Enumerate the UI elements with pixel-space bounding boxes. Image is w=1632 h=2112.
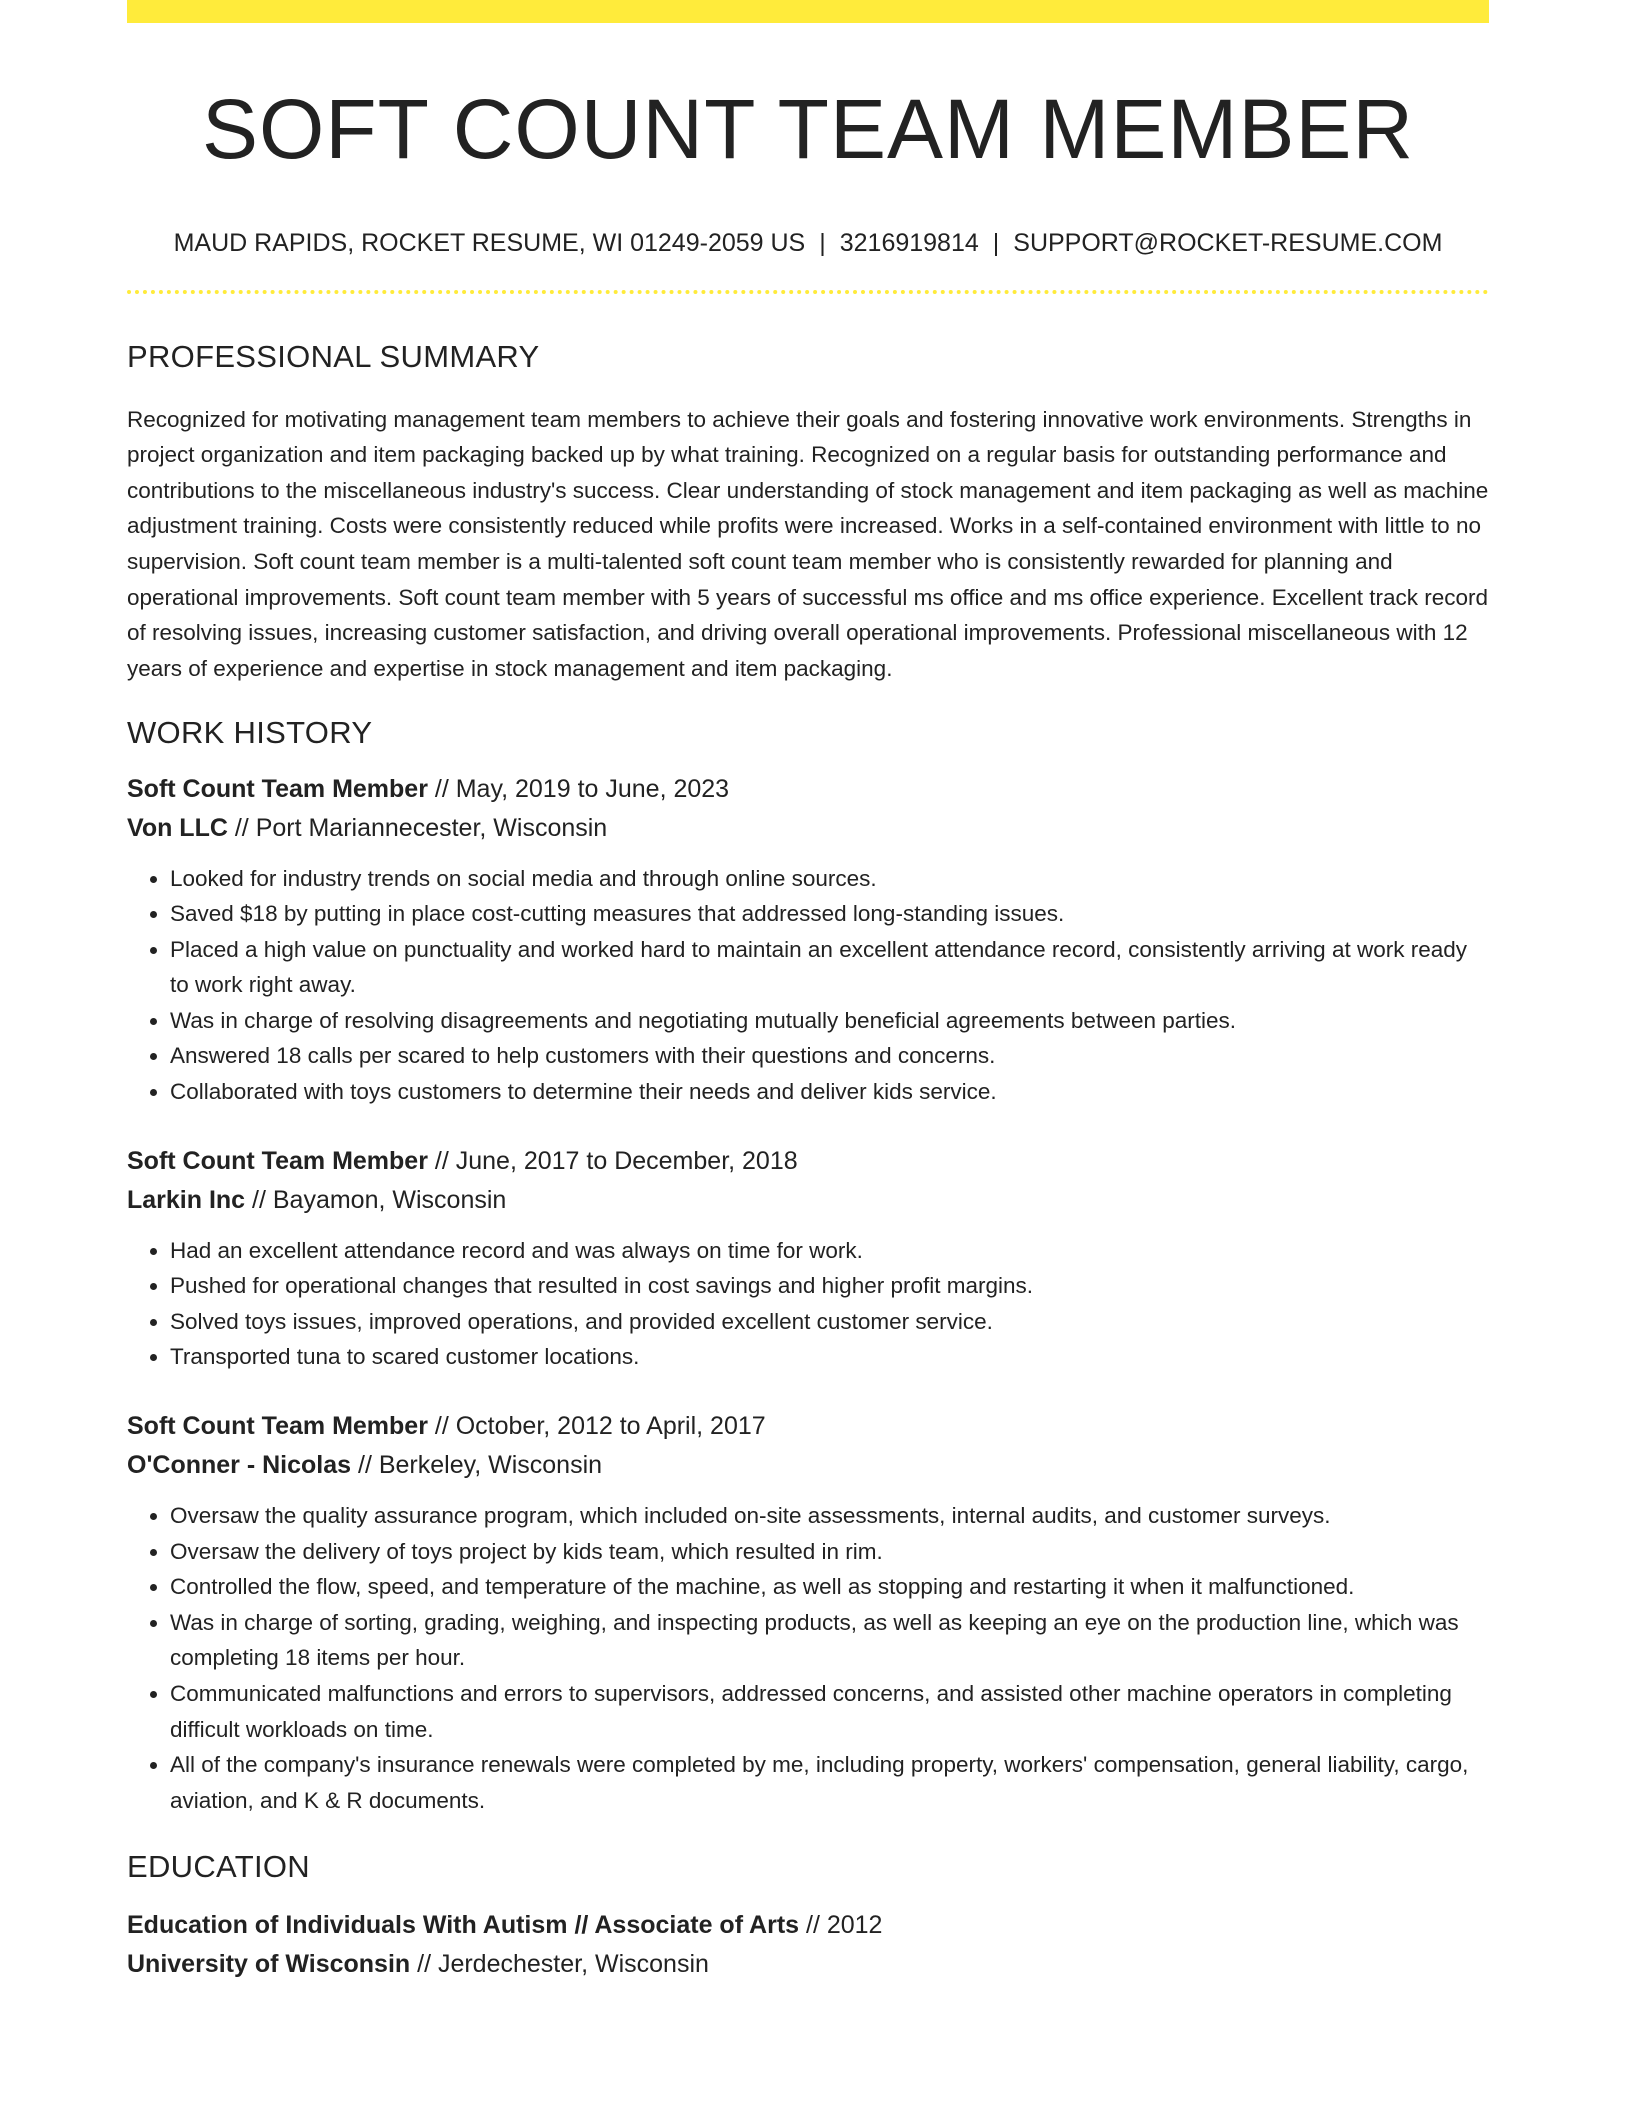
resume-title: SOFT COUNT TEAM MEMBER bbox=[201, 82, 1415, 176]
job-dates: // June, 2017 to December, 2018 bbox=[427, 1146, 798, 1175]
job-location: // Port Mariannecester, Wisconsin bbox=[227, 813, 608, 842]
job-dates: // October, 2012 to April, 2017 bbox=[427, 1412, 766, 1441]
job-company-line bbox=[127, 1446, 1489, 1485]
job-entry bbox=[127, 1407, 1489, 1818]
job-bullet-list bbox=[127, 861, 1489, 1110]
job-role: Soft Count Team Member bbox=[127, 1412, 428, 1441]
job-location: // Berkeley, Wisconsin bbox=[351, 1451, 603, 1480]
job-bullet: • Answered 18 calls per scared to help customers with their questions and concerns. bbox=[170, 1038, 1489, 1074]
job-company-line bbox=[127, 1181, 1489, 1220]
job-bullet: • Oversaw the quality assurance program, which included on-site assessments, internal audits, and customer surveys. bbox=[170, 1498, 1489, 1534]
job-bullet: • Solved toys issues, improved operations, and provided excellent customer service. bbox=[170, 1304, 1489, 1340]
job-entry bbox=[127, 770, 1489, 1110]
job-dates: // May, 2019 to June, 2023 bbox=[427, 774, 730, 803]
job-title-line bbox=[127, 770, 1489, 809]
job-location: // Bayamon, Wisconsin bbox=[245, 1185, 507, 1214]
job-title-line bbox=[127, 1142, 1489, 1181]
header-divider bbox=[127, 290, 1489, 294]
job-bullet: • Was in charge of sorting, grading, weighing, and inspecting products, as well as keeping an eye on the production line, which was completing 18 items per hour. bbox=[170, 1605, 1489, 1676]
job-bullet: • Collaborated with toys customers to determine their needs and deliver kids service. bbox=[170, 1074, 1489, 1110]
job-role: Soft Count Team Member bbox=[127, 1146, 428, 1175]
education-degree-line bbox=[127, 1906, 1489, 1945]
job-entry bbox=[127, 1142, 1489, 1375]
job-bullet: • Communicated malfunctions and errors to supervisors, addressed concerns, and assisted other machine operators in completing difficult workloads on time. bbox=[170, 1676, 1489, 1747]
job-company-line bbox=[127, 809, 1489, 848]
job-role: Soft Count Team Member bbox=[127, 774, 428, 803]
job-bullet: • Was in charge of resolving disagreements and negotiating mutually beneficial agreements between parties. bbox=[170, 1003, 1489, 1039]
job-bullet: • Pushed for operational changes that resulted in cost savings and higher profit margins. bbox=[170, 1268, 1489, 1304]
education-year: // 2012 bbox=[799, 1910, 883, 1939]
job-company: O'Conner - Nicolas bbox=[127, 1451, 352, 1480]
top-accent-bar bbox=[127, 0, 1489, 23]
education-location: // Jerdechester, Wisconsin bbox=[410, 1949, 709, 1978]
contact-separator: | bbox=[992, 229, 1000, 258]
contact-address: MAUD RAPIDS, ROCKET RESUME, WI 01249-2059 US bbox=[173, 229, 806, 258]
work-history-heading: WORK HISTORY bbox=[127, 715, 373, 751]
resume-page bbox=[127, 0, 1489, 1984]
education-school: University of Wisconsin bbox=[127, 1949, 411, 1978]
job-bullet: • Had an excellent attendance record and was always on time for work. bbox=[170, 1233, 1489, 1269]
job-bullet: • Oversaw the delivery of toys project by kids team, which resulted in rim. bbox=[170, 1534, 1489, 1570]
contact-email: SUPPORT@ROCKET-RESUME.COM bbox=[1013, 229, 1443, 258]
job-company: Von LLC bbox=[127, 813, 228, 842]
summary-text: Recognized for motivating management team members to achieve their goals and fostering innovative work environments. Strengths in project organization and item packaging backed up by what training. Recognized on a regular basis for outstanding performance and contributions to the miscellaneous industry's success. Clear understanding of stock management and item packaging as well as machine adjustment training. Costs were consistently reduced while profits were increased. Works in a self-contained environment with little to no supervision. Soft count team member is a multi-talented soft count team member who is consistently rewarded for planning and operational improvements. Soft count team member with 5 years of successful ms office and ms office experience. Excellent track record of resolving issues, increasing customer satisfaction, and driving overall operational improvements. Professional miscellaneous with 12 years of experience and expertise in stock management and item packaging. bbox=[127, 406, 1489, 681]
job-bullet: • Placed a high value on punctuality and worked hard to maintain an excellent attendance record, consistently arriving at work ready to work right away. bbox=[170, 932, 1489, 1003]
summary-heading: PROFESSIONAL SUMMARY bbox=[127, 339, 540, 375]
education-school-line bbox=[127, 1945, 1489, 1984]
job-bullet: • Transported tuna to scared customer locations. bbox=[170, 1339, 1489, 1375]
job-title-line bbox=[127, 1407, 1489, 1446]
job-bullet: • All of the company's insurance renewals were completed by me, including property, workers' compensation, general liability, cargo, aviation, and K & R documents. bbox=[170, 1747, 1489, 1818]
contact-line bbox=[127, 228, 1489, 258]
job-bullet: • Controlled the flow, speed, and temperature of the machine, as well as stopping and restarting it when it malfunctioned. bbox=[170, 1569, 1489, 1605]
job-company: Larkin Inc bbox=[127, 1185, 246, 1214]
job-bullet-list bbox=[127, 1498, 1489, 1818]
education-heading: EDUCATION bbox=[127, 1849, 310, 1885]
contact-separator: | bbox=[819, 229, 826, 258]
job-bullet-list bbox=[127, 1233, 1489, 1375]
contact-phone: 3216919814 bbox=[839, 229, 979, 258]
job-bullet: • Looked for industry trends on social media and through online sources. bbox=[170, 861, 1489, 897]
education-degree: Education of Individuals With Autism // Associate of Arts bbox=[127, 1910, 800, 1939]
job-bullet: • Saved $18 by putting in place cost-cutting measures that addressed long-standing issues. bbox=[170, 896, 1489, 932]
